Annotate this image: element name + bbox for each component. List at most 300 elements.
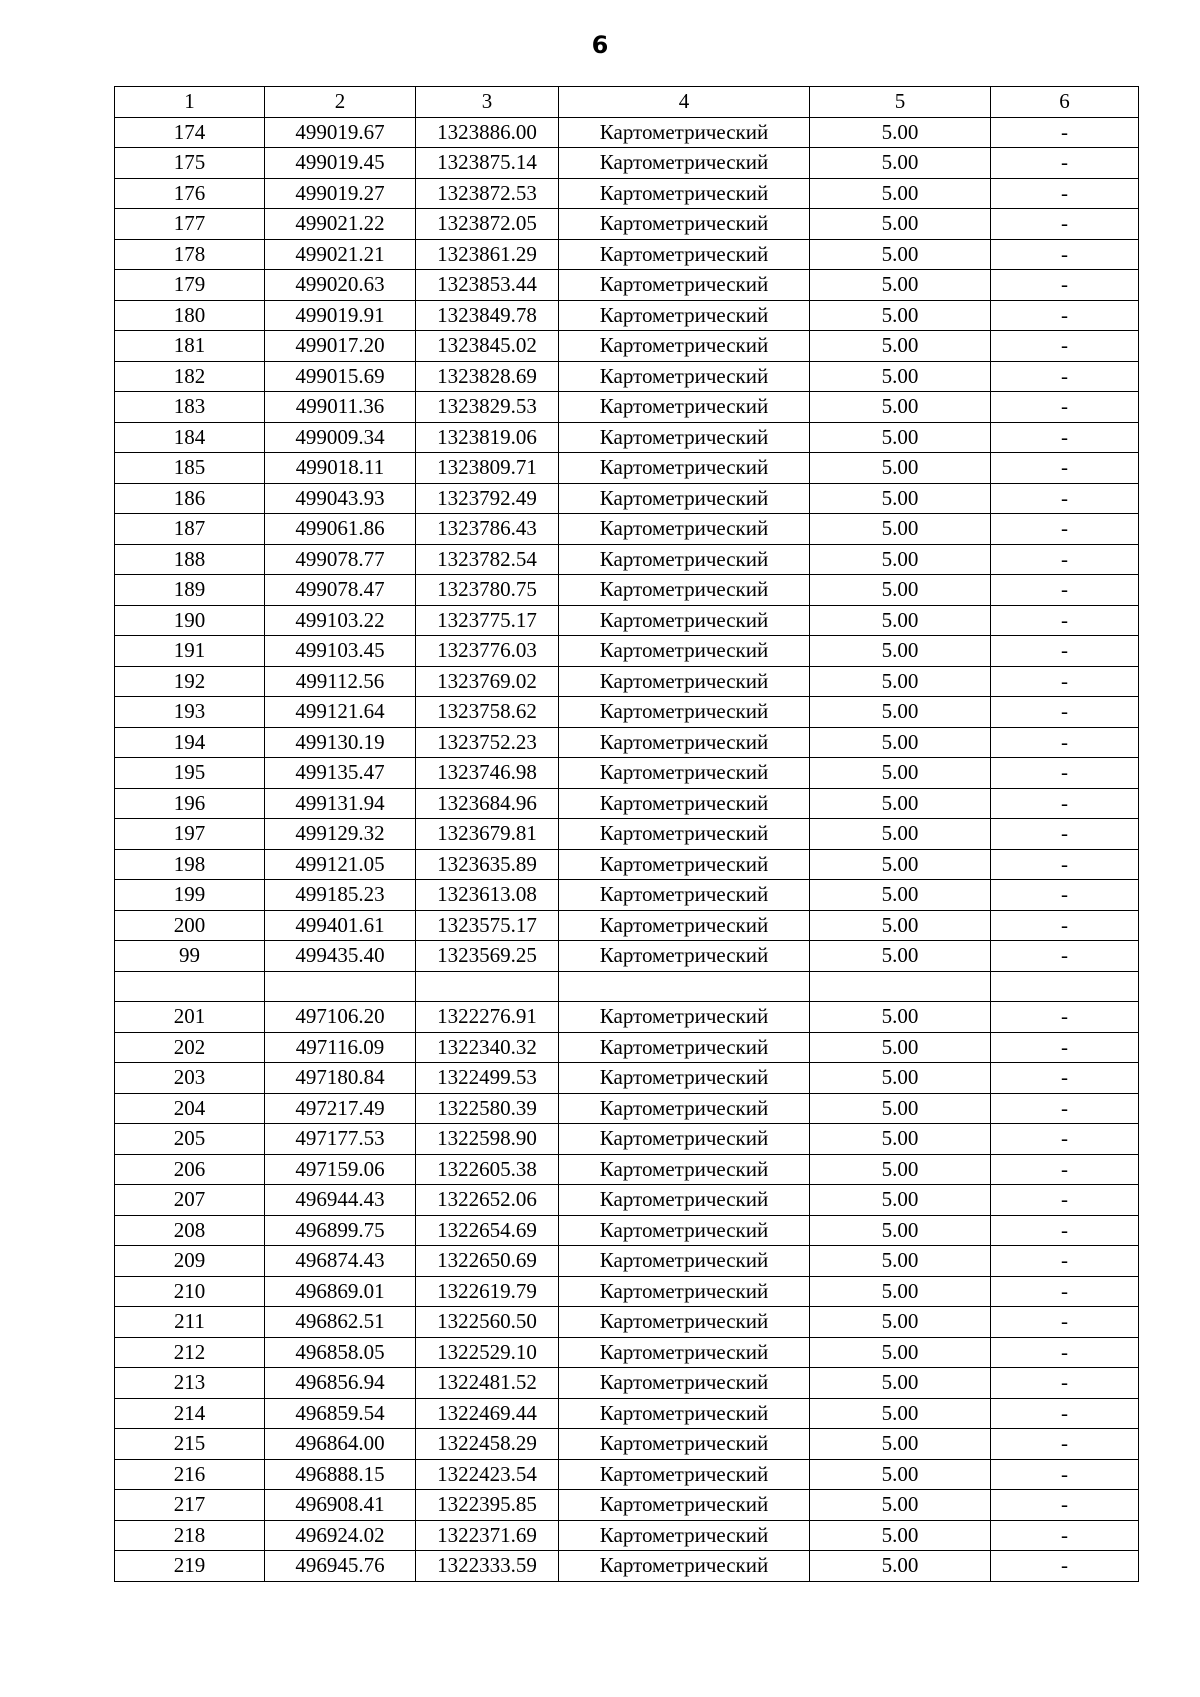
table-cell-col-3: 1323758.62 — [416, 697, 559, 728]
table-cell-col-5: 5.00 — [810, 1215, 991, 1246]
table-cell-col-6: - — [991, 148, 1139, 179]
table-cell-col-2: 497106.20 — [265, 1002, 416, 1033]
header-cell-1: 1 — [115, 87, 265, 118]
table-cell-col-6: - — [991, 758, 1139, 789]
table-cell-col-4: Картометрический — [559, 880, 810, 911]
table-row — [115, 361, 1139, 392]
table-cell-col-2: 497217.49 — [265, 1093, 416, 1124]
table-cell-col-6: - — [991, 880, 1139, 911]
table-cell-col-3: 1323769.02 — [416, 666, 559, 697]
table-cell-col-6: - — [991, 1459, 1139, 1490]
table-cell-col-1: 203 — [115, 1063, 265, 1094]
table-cell-col-5: 5.00 — [810, 880, 991, 911]
table-cell-col-5: 5.00 — [810, 209, 991, 240]
table-cell-col-4: Картометрический — [559, 1154, 810, 1185]
table-cell-col-5: 5.00 — [810, 1520, 991, 1551]
table-cell-col-1: 183 — [115, 392, 265, 423]
table-cell-col-5: 5.00 — [810, 941, 991, 972]
table-cell-col-1: 180 — [115, 300, 265, 331]
table-cell-col-6: - — [991, 1429, 1139, 1460]
table-cell-col-6: - — [991, 910, 1139, 941]
table-cell-col-2: 499112.56 — [265, 666, 416, 697]
table-cell-col-2 — [265, 971, 416, 1002]
table-cell-col-3: 1323861.29 — [416, 239, 559, 270]
table-row — [115, 819, 1139, 850]
table-cell-col-6: - — [991, 361, 1139, 392]
table-cell-col-5: 5.00 — [810, 819, 991, 850]
header-cell-6: 6 — [991, 87, 1139, 118]
table-cell-col-2: 499129.32 — [265, 819, 416, 850]
table-cell-col-2: 499019.91 — [265, 300, 416, 331]
table-cell-col-6: - — [991, 1307, 1139, 1338]
table-cell-col-5: 5.00 — [810, 666, 991, 697]
table-cell-col-4: Картометрический — [559, 941, 810, 972]
table-cell-col-6: - — [991, 1154, 1139, 1185]
table-cell-col-6: - — [991, 941, 1139, 972]
table-cell-col-3: 1322469.44 — [416, 1398, 559, 1429]
table-cell-col-6: - — [991, 483, 1139, 514]
table-row — [115, 941, 1139, 972]
table-cell-col-1: 217 — [115, 1490, 265, 1521]
table-cell-col-2: 497116.09 — [265, 1032, 416, 1063]
table-cell-col-1: 206 — [115, 1154, 265, 1185]
table-cell-col-6: - — [991, 605, 1139, 636]
table-cell-col-3: 1323845.02 — [416, 331, 559, 362]
table-cell-col-5: 5.00 — [810, 300, 991, 331]
table-cell-col-2: 499103.45 — [265, 636, 416, 667]
table-row — [115, 300, 1139, 331]
table-cell-col-5: 5.00 — [810, 1185, 991, 1216]
table-cell-col-2: 496945.76 — [265, 1551, 416, 1582]
table-cell-col-1: 177 — [115, 209, 265, 240]
table-row — [115, 758, 1139, 789]
table-cell-col-3: 1323575.17 — [416, 910, 559, 941]
table-cell-col-1: 191 — [115, 636, 265, 667]
table-cell-col-6: - — [991, 1276, 1139, 1307]
table-cell-col-4: Картометрический — [559, 697, 810, 728]
table-cell-col-3: 1323776.03 — [416, 636, 559, 667]
table-cell-col-2: 497177.53 — [265, 1124, 416, 1155]
table-cell-col-1: 213 — [115, 1368, 265, 1399]
table-cell-col-4: Картометрический — [559, 1307, 810, 1338]
table-row — [115, 148, 1139, 179]
table-cell-col-3 — [416, 971, 559, 1002]
table-cell-col-4 — [559, 971, 810, 1002]
table-cell-col-4: Картометрический — [559, 727, 810, 758]
table-cell-col-5: 5.00 — [810, 1337, 991, 1368]
table-cell-col-6: - — [991, 1490, 1139, 1521]
table-cell-col-3: 1322458.29 — [416, 1429, 559, 1460]
table-cell-col-3: 1322371.69 — [416, 1520, 559, 1551]
table-cell-col-3: 1323829.53 — [416, 392, 559, 423]
table-row — [115, 971, 1139, 1002]
table-cell-col-6: - — [991, 636, 1139, 667]
table-cell-col-3: 1322340.32 — [416, 1032, 559, 1063]
table-cell-col-6: - — [991, 544, 1139, 575]
table-cell-col-2: 499401.61 — [265, 910, 416, 941]
table-cell-col-1: 179 — [115, 270, 265, 301]
table-cell-col-4: Картометрический — [559, 1520, 810, 1551]
table-cell-col-3: 1323782.54 — [416, 544, 559, 575]
table-cell-col-2: 499185.23 — [265, 880, 416, 911]
table-cell-col-4: Картометрический — [559, 1124, 810, 1155]
table-cell-col-4: Картометрический — [559, 1551, 810, 1582]
table-cell-col-3: 1323849.78 — [416, 300, 559, 331]
table-cell-col-3: 1322276.91 — [416, 1002, 559, 1033]
table-row — [115, 1154, 1139, 1185]
table-cell-col-6: - — [991, 788, 1139, 819]
table-cell-col-5: 5.00 — [810, 422, 991, 453]
table-cell-col-4: Картометрический — [559, 758, 810, 789]
table-row — [115, 239, 1139, 270]
table-cell-col-3: 1323613.08 — [416, 880, 559, 911]
table-cell-col-3: 1323635.89 — [416, 849, 559, 880]
table-cell-col-4: Картометрический — [559, 1002, 810, 1033]
table-cell-col-3: 1323853.44 — [416, 270, 559, 301]
table-cell-col-5 — [810, 971, 991, 1002]
table-cell-col-4: Картометрический — [559, 422, 810, 453]
table-cell-col-1: 200 — [115, 910, 265, 941]
table-row — [115, 422, 1139, 453]
table-cell-col-1: 186 — [115, 483, 265, 514]
table-cell-col-6: - — [991, 331, 1139, 362]
table-cell-col-3: 1322481.52 — [416, 1368, 559, 1399]
table-cell-col-4: Картометрический — [559, 331, 810, 362]
table-cell-col-6: - — [991, 117, 1139, 148]
table-cell-col-6: - — [991, 209, 1139, 240]
table-cell-col-1: 209 — [115, 1246, 265, 1277]
table-cell-col-4: Картометрический — [559, 270, 810, 301]
table-cell-col-2: 497159.06 — [265, 1154, 416, 1185]
table-cell-col-3: 1323872.05 — [416, 209, 559, 240]
table-cell-col-5: 5.00 — [810, 361, 991, 392]
table-cell-col-4: Картометрический — [559, 1459, 810, 1490]
table-row — [115, 1337, 1139, 1368]
table-cell-col-3: 1323872.53 — [416, 178, 559, 209]
table-cell-col-4: Картометрический — [559, 483, 810, 514]
table-cell-col-4: Картометрический — [559, 1063, 810, 1094]
table-cell-col-3: 1323775.17 — [416, 605, 559, 636]
table-cell-col-3: 1322605.38 — [416, 1154, 559, 1185]
table-cell-col-1: 197 — [115, 819, 265, 850]
table-cell-col-2: 499435.40 — [265, 941, 416, 972]
table-cell-col-5: 5.00 — [810, 178, 991, 209]
table-row — [115, 727, 1139, 758]
table-cell-col-2: 496888.15 — [265, 1459, 416, 1490]
table-cell-col-4: Картометрический — [559, 666, 810, 697]
table-cell-col-6: - — [991, 1032, 1139, 1063]
table-cell-col-4: Картометрический — [559, 514, 810, 545]
table-cell-col-5: 5.00 — [810, 1154, 991, 1185]
table-cell-col-3: 1322654.69 — [416, 1215, 559, 1246]
table-cell-col-4: Картометрический — [559, 361, 810, 392]
table-row — [115, 1246, 1139, 1277]
table-row — [115, 1032, 1139, 1063]
table-cell-col-2: 496869.01 — [265, 1276, 416, 1307]
table-cell-col-4: Картометрический — [559, 239, 810, 270]
table-cell-col-4: Картометрический — [559, 209, 810, 240]
table-row — [115, 1093, 1139, 1124]
table-cell-col-6: - — [991, 1063, 1139, 1094]
table-cell-col-6: - — [991, 849, 1139, 880]
table-cell-col-6: - — [991, 1093, 1139, 1124]
table-cell-col-3: 1322580.39 — [416, 1093, 559, 1124]
table-cell-col-4: Картометрический — [559, 148, 810, 179]
table-cell-col-3: 1322333.59 — [416, 1551, 559, 1582]
table-cell-col-1: 189 — [115, 575, 265, 606]
table-row — [115, 1551, 1139, 1582]
table-cell-col-3: 1323828.69 — [416, 361, 559, 392]
table-cell-col-6: - — [991, 270, 1139, 301]
table-cell-col-4: Картометрический — [559, 178, 810, 209]
table-cell-col-2: 499103.22 — [265, 605, 416, 636]
table-cell-col-6: - — [991, 178, 1139, 209]
table-cell-col-6: - — [991, 422, 1139, 453]
table-cell-col-1: 182 — [115, 361, 265, 392]
table-cell-col-3: 1323780.75 — [416, 575, 559, 606]
table-cell-col-5: 5.00 — [810, 1429, 991, 1460]
table-row — [115, 544, 1139, 575]
table-cell-col-6: - — [991, 575, 1139, 606]
table-cell-col-2: 497180.84 — [265, 1063, 416, 1094]
table-cell-col-1: 187 — [115, 514, 265, 545]
table-cell-col-6: - — [991, 666, 1139, 697]
table-row — [115, 270, 1139, 301]
table-cell-col-6: - — [991, 1002, 1139, 1033]
table-cell-col-3: 1322395.85 — [416, 1490, 559, 1521]
table-cell-col-1: 211 — [115, 1307, 265, 1338]
table-cell-col-1: 219 — [115, 1551, 265, 1582]
table-cell-col-2: 496862.51 — [265, 1307, 416, 1338]
table-cell-col-2: 499019.67 — [265, 117, 416, 148]
table-cell-col-4: Картометрический — [559, 392, 810, 423]
table-cell-col-5: 5.00 — [810, 1246, 991, 1277]
table-row — [115, 1368, 1139, 1399]
table-cell-col-3: 1323819.06 — [416, 422, 559, 453]
table-cell-col-1: 218 — [115, 1520, 265, 1551]
table-cell-col-2: 499017.20 — [265, 331, 416, 362]
table-cell-col-2: 499018.11 — [265, 453, 416, 484]
table-row — [115, 666, 1139, 697]
table-cell-col-4: Картометрический — [559, 1246, 810, 1277]
table-body — [115, 117, 1139, 1581]
table-cell-col-2: 496864.00 — [265, 1429, 416, 1460]
table-cell-col-1 — [115, 971, 265, 1002]
table-row — [115, 1002, 1139, 1033]
table-cell-col-3: 1323886.00 — [416, 117, 559, 148]
table-cell-col-3: 1322619.79 — [416, 1276, 559, 1307]
table-cell-col-3: 1322529.10 — [416, 1337, 559, 1368]
table-cell-col-4: Картометрический — [559, 849, 810, 880]
table-row — [115, 392, 1139, 423]
table-cell-col-5: 5.00 — [810, 605, 991, 636]
table-cell-col-6: - — [991, 1246, 1139, 1277]
table-row — [115, 1185, 1139, 1216]
table-cell-col-2: 496899.75 — [265, 1215, 416, 1246]
table-row — [115, 1063, 1139, 1094]
table-row — [115, 880, 1139, 911]
table-row — [115, 605, 1139, 636]
table-cell-col-2: 499043.93 — [265, 483, 416, 514]
table-cell-col-5: 5.00 — [810, 1032, 991, 1063]
table-cell-col-2: 499019.45 — [265, 148, 416, 179]
table-row — [115, 636, 1139, 667]
table-row — [115, 1124, 1139, 1155]
table-cell-col-3: 1322650.69 — [416, 1246, 559, 1277]
table-cell-col-1: 190 — [115, 605, 265, 636]
table-cell-col-1: 184 — [115, 422, 265, 453]
table-cell-col-6: - — [991, 1124, 1139, 1155]
table-row — [115, 453, 1139, 484]
table-cell-col-1: 214 — [115, 1398, 265, 1429]
table-cell-col-3: 1323786.43 — [416, 514, 559, 545]
table-row — [115, 1398, 1139, 1429]
table-cell-col-5: 5.00 — [810, 1002, 991, 1033]
table-cell-col-6 — [991, 971, 1139, 1002]
table-row — [115, 178, 1139, 209]
table-cell-col-1: 99 — [115, 941, 265, 972]
table-row — [115, 788, 1139, 819]
table-cell-col-1: 185 — [115, 453, 265, 484]
table-cell-col-5: 5.00 — [810, 331, 991, 362]
table-cell-col-1: 210 — [115, 1276, 265, 1307]
table-cell-col-6: - — [991, 1215, 1139, 1246]
table-cell-col-5: 5.00 — [810, 636, 991, 667]
table-cell-col-4: Картометрический — [559, 1276, 810, 1307]
table-cell-col-6: - — [991, 514, 1139, 545]
table-cell-col-5: 5.00 — [810, 453, 991, 484]
table-cell-col-2: 499131.94 — [265, 788, 416, 819]
page-number: 6 — [591, 31, 609, 59]
table-cell-col-3: 1323569.25 — [416, 941, 559, 972]
table-cell-col-1: 212 — [115, 1337, 265, 1368]
table-cell-col-5: 5.00 — [810, 575, 991, 606]
table-cell-col-4: Картометрический — [559, 1093, 810, 1124]
table-row — [115, 575, 1139, 606]
table-cell-col-4: Картометрический — [559, 636, 810, 667]
table-cell-col-6: - — [991, 1551, 1139, 1582]
table-cell-col-1: 216 — [115, 1459, 265, 1490]
table-header — [115, 87, 1139, 118]
table-cell-col-3: 1323746.98 — [416, 758, 559, 789]
table-cell-col-5: 5.00 — [810, 1551, 991, 1582]
table-row — [115, 1215, 1139, 1246]
table-cell-col-2: 499130.19 — [265, 727, 416, 758]
table-cell-col-2: 499019.27 — [265, 178, 416, 209]
table-row — [115, 1429, 1139, 1460]
table-cell-col-2: 499020.63 — [265, 270, 416, 301]
table-cell-col-2: 496874.43 — [265, 1246, 416, 1277]
table-cell-col-5: 5.00 — [810, 1093, 991, 1124]
table-cell-col-6: - — [991, 392, 1139, 423]
table-cell-col-3: 1322598.90 — [416, 1124, 559, 1155]
table-cell-col-6: - — [991, 697, 1139, 728]
table-cell-col-1: 204 — [115, 1093, 265, 1124]
table-cell-col-5: 5.00 — [810, 697, 991, 728]
table-cell-col-1: 215 — [115, 1429, 265, 1460]
table-cell-col-2: 499021.21 — [265, 239, 416, 270]
table-cell-col-1: 195 — [115, 758, 265, 789]
table-row — [115, 1520, 1139, 1551]
table-cell-col-1: 176 — [115, 178, 265, 209]
coordinates-table — [114, 86, 1139, 1582]
table-cell-col-1: 198 — [115, 849, 265, 880]
table-row — [115, 331, 1139, 362]
table-cell-col-5: 5.00 — [810, 788, 991, 819]
table-cell-col-3: 1323792.49 — [416, 483, 559, 514]
table-cell-col-2: 499121.05 — [265, 849, 416, 880]
header-cell-5: 5 — [810, 87, 991, 118]
table-cell-col-6: - — [991, 727, 1139, 758]
table-cell-col-1: 205 — [115, 1124, 265, 1155]
table-cell-col-1: 178 — [115, 239, 265, 270]
header-cell-4: 4 — [559, 87, 810, 118]
table-row — [115, 697, 1139, 728]
table-cell-col-6: - — [991, 1185, 1139, 1216]
table-cell-col-4: Картометрический — [559, 1429, 810, 1460]
table-cell-col-4: Картометрический — [559, 1490, 810, 1521]
table-cell-col-6: - — [991, 1520, 1139, 1551]
table-cell-col-4: Картометрический — [559, 117, 810, 148]
table-cell-col-3: 1323679.81 — [416, 819, 559, 850]
table-cell-col-5: 5.00 — [810, 910, 991, 941]
table-cell-col-5: 5.00 — [810, 1368, 991, 1399]
table-row — [115, 514, 1139, 545]
table-cell-col-4: Картометрический — [559, 575, 810, 606]
table-row — [115, 910, 1139, 941]
table-cell-col-4: Картометрический — [559, 819, 810, 850]
table-cell-col-1: 208 — [115, 1215, 265, 1246]
table-cell-col-4: Картометрический — [559, 1337, 810, 1368]
table-cell-col-3: 1323875.14 — [416, 148, 559, 179]
table-cell-col-2: 499135.47 — [265, 758, 416, 789]
table-row — [115, 1276, 1139, 1307]
table-cell-col-1: 196 — [115, 788, 265, 819]
table-row — [115, 1490, 1139, 1521]
table-cell-col-2: 499121.64 — [265, 697, 416, 728]
table-cell-col-1: 193 — [115, 697, 265, 728]
table-cell-col-6: - — [991, 1337, 1139, 1368]
header-cell-3: 3 — [416, 87, 559, 118]
table-cell-col-6: - — [991, 1398, 1139, 1429]
table-cell-col-4: Картометрический — [559, 1398, 810, 1429]
table-cell-col-3: 1322652.06 — [416, 1185, 559, 1216]
table-cell-col-1: 174 — [115, 117, 265, 148]
table-cell-col-6: - — [991, 819, 1139, 850]
table-cell-col-1: 181 — [115, 331, 265, 362]
table-cell-col-1: 202 — [115, 1032, 265, 1063]
table-cell-col-4: Картометрический — [559, 1368, 810, 1399]
table-cell-col-3: 1323809.71 — [416, 453, 559, 484]
table-cell-col-4: Картометрический — [559, 544, 810, 575]
table-cell-col-6: - — [991, 453, 1139, 484]
table-cell-col-4: Картометрический — [559, 605, 810, 636]
table-row — [115, 209, 1139, 240]
table-cell-col-2: 499061.86 — [265, 514, 416, 545]
table-cell-col-2: 496924.02 — [265, 1520, 416, 1551]
table-row — [115, 849, 1139, 880]
table-cell-col-1: 194 — [115, 727, 265, 758]
table-cell-col-2: 499078.77 — [265, 544, 416, 575]
table-cell-col-1: 175 — [115, 148, 265, 179]
table-cell-col-1: 201 — [115, 1002, 265, 1033]
table-row — [115, 1459, 1139, 1490]
table-cell-col-5: 5.00 — [810, 1276, 991, 1307]
table-cell-col-2: 496856.94 — [265, 1368, 416, 1399]
table-cell-col-5: 5.00 — [810, 1398, 991, 1429]
table-cell-col-2: 496859.54 — [265, 1398, 416, 1429]
table-cell-col-1: 188 — [115, 544, 265, 575]
